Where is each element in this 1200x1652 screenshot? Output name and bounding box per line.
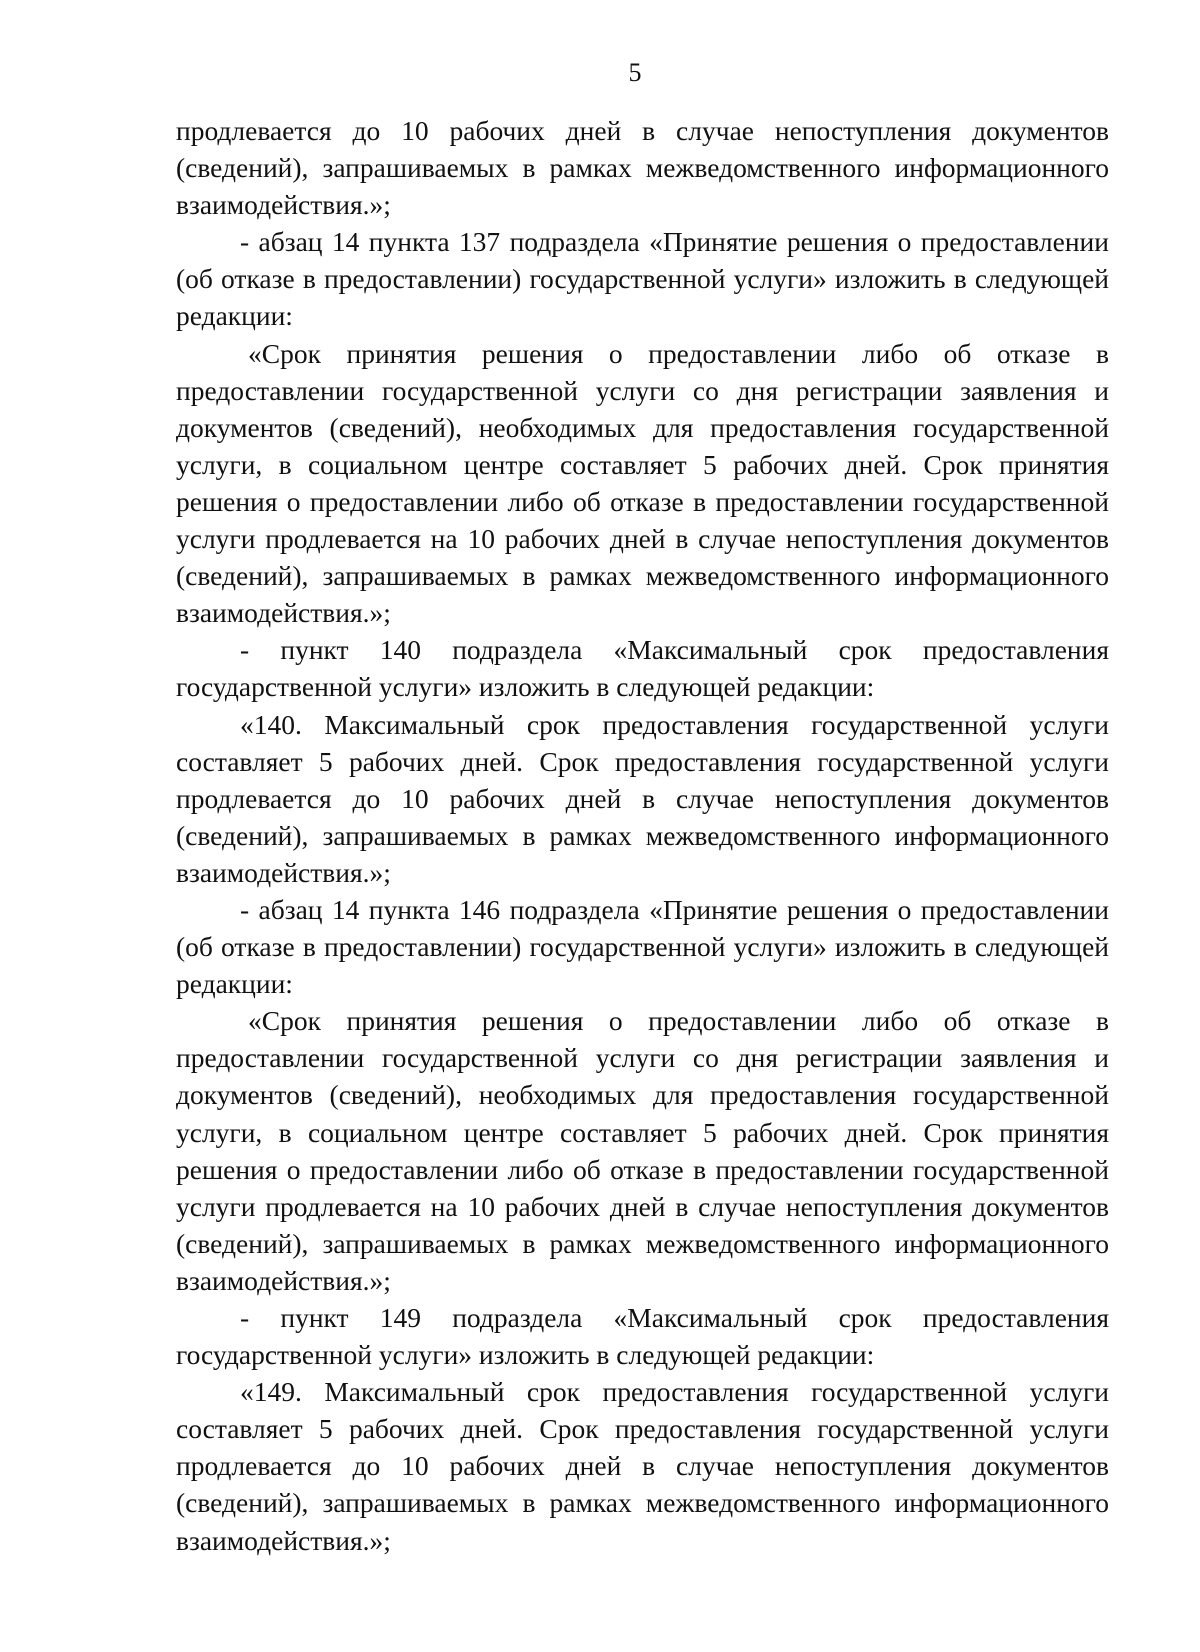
document-body <box>176 112 1109 1559</box>
paragraph-amendment-137: - абзац 14 пункта 137 подраздела «Принятие решения о предоставлении (об отказе в предоставлении) государственной услуги» изложить в следующей редакции: <box>176 226 1109 332</box>
page-number: 5 <box>628 58 642 87</box>
paragraph-quote-146: «Срок принятия решения о предоставлении либо об отказе в предоставлении государственной услуги со дня регистрации заявления и документов (сведений), необходимых для предоставления государственной услуги, в социальном центре составляет 5 рабочих дней. Срок принятия решения о предоставлении либо об отказе в предоставлении государственной услуги продлевается на 10 рабочих дней в случае непоступления документов (сведений), запрашиваемых в рамках межведомственного информационного взаимодействия.»; <box>176 1005 1109 1296</box>
paragraph-continuation: продлевается до 10 рабочих дней в случае непоступления документов (сведений), запрашиваемых в рамках межведомственного информационного взаимодействия.»; <box>176 115 1109 221</box>
paragraph-quote-137: «Срок принятия решения о предоставлении либо об отказе в предоставлении государственной услуги со дня регистрации заявления и документов (сведений), необходимых для предоставления государственной услуги, в социальном центре составляет 5 рабочих дней. Срок принятия решения о предоставлении либо об отказе в предоставлении государственной услуги продлевается на 10 рабочих дней в случае непоступления документов (сведений), запрашиваемых в рамках межведомственного информационного взаимодействия.»; <box>176 337 1109 629</box>
paragraph-amendment-149: - пункт 149 подраздела «Максимальный срок предоставления государственной услуги» изложить в следующей редакции: <box>176 1302 1109 1371</box>
paragraph-amendment-146: - абзац 14 пункта 146 подраздела «Принятие решения о предоставлении (об отказе в предоставлении) государственной услуги» изложить в следующей редакции: <box>176 893 1109 1000</box>
paragraph-quote-149: «149. Максимальный срок предоставления государственной услуги составляет 5 рабочих дней. Срок предоставления государственной услуги продлевается до 10 рабочих дней в случае непоступления документов (сведений), запрашиваемых в рамках межведомственного информационного взаимодействия.»; <box>176 1376 1109 1556</box>
paragraph-quote-140: «140. Максимальный срок предоставления государственной услуги составляет 5 рабочих дней. Срок предоставления государственной услуги продлевается до 10 рабочих дней в случае непоступления документов (сведений), запрашиваемых в рамках межведомственного информационного взаимодействия.»; <box>176 708 1109 888</box>
paragraph-amendment-140: - пункт 140 подраздела «Максимальный срок предоставления государственной услуги» изложить в следующей редакции: <box>176 634 1109 703</box>
